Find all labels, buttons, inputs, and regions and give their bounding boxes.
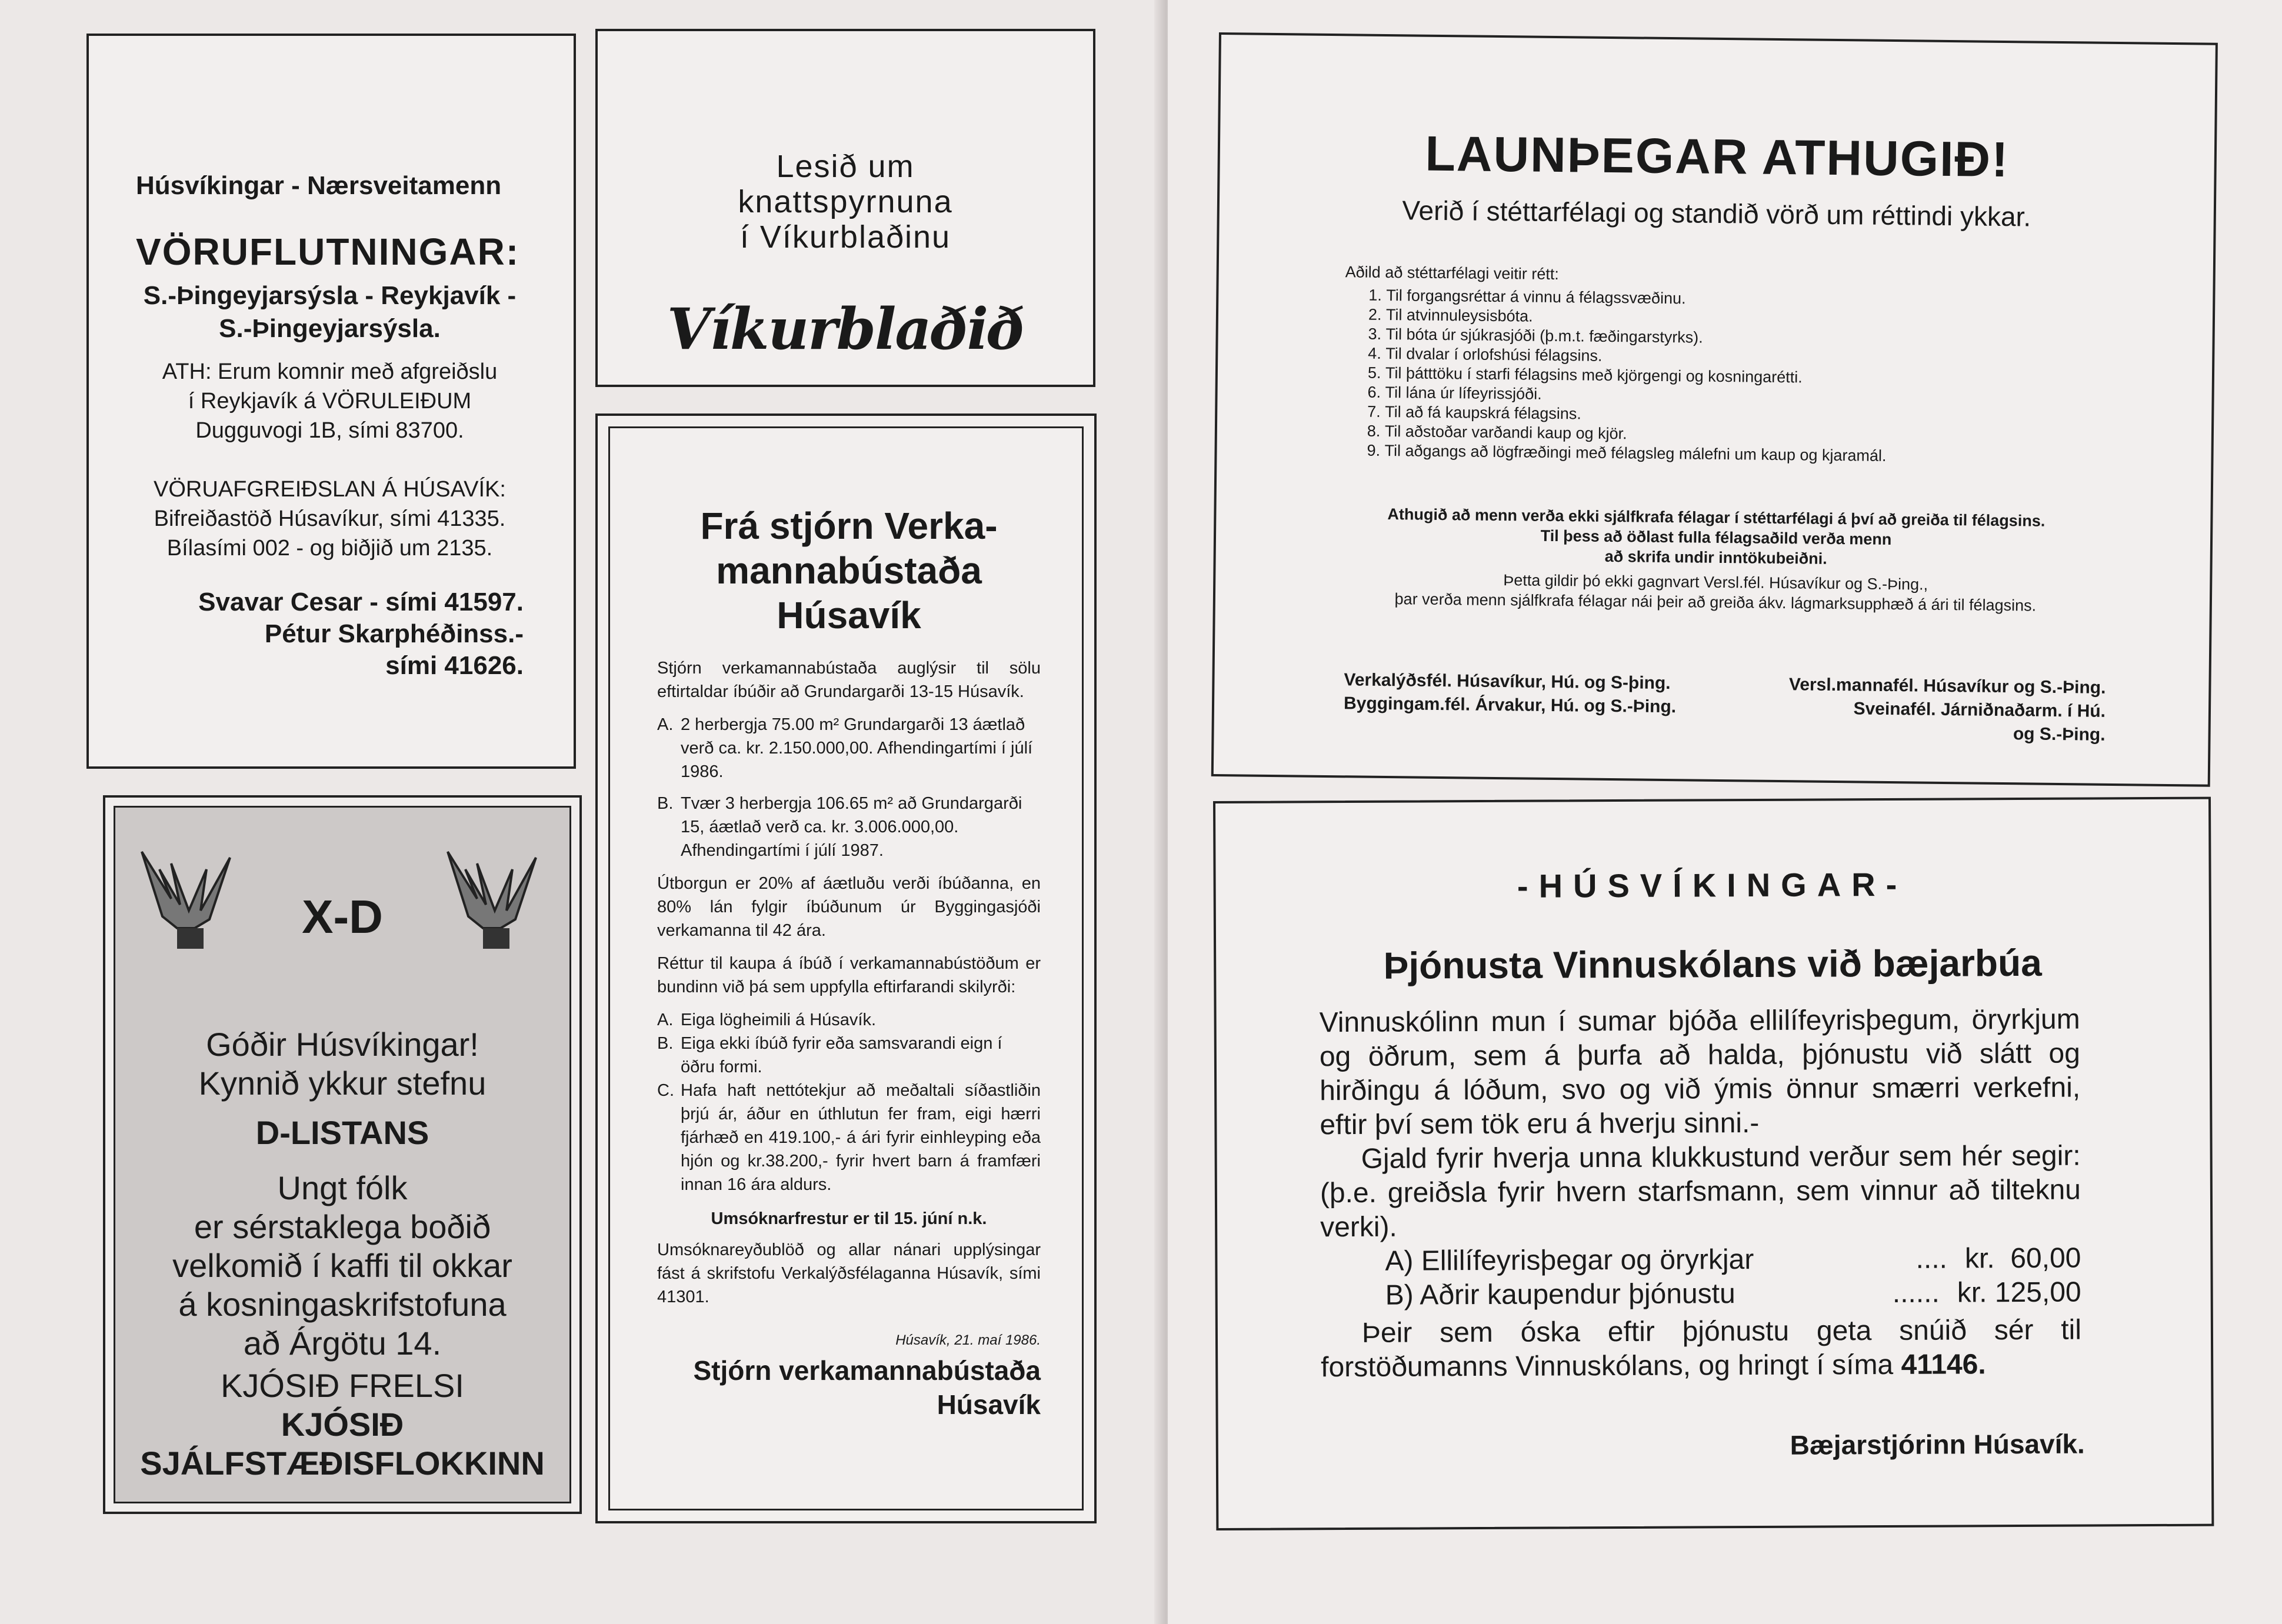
route-text [136, 279, 524, 345]
xd-line: Ungt fólk [277, 1169, 408, 1206]
verka-inner-frame [608, 426, 1084, 1510]
list-item [657, 792, 1041, 862]
contact-line: sími 41626. [385, 651, 524, 680]
apartment-list [657, 713, 1041, 862]
list-item [657, 1008, 1041, 1032]
vinnu-paragraph: Gjald fyrir hverja unna klukkustund verður sem hér segir: (þ.e. greiðsla fyrir hvern starfsmann, sem vinnur að tilteknu verki). [1320, 1140, 2081, 1243]
husavik-text [136, 475, 524, 563]
laun-title: LAUNÞEGAR ATHUGIÐ! [1425, 125, 2010, 188]
vinnu-body [1320, 1003, 2082, 1385]
union-name: Versl.mannafél. Húsavíkur og S.-Þing. [1788, 675, 2106, 698]
verka-forms: Umsóknareyðublöð og allar nánari upplýsingar fást á skrifstofu Verkalýðsfélaganna Húsavík, sími 41301. [657, 1240, 1041, 1306]
verka-intro: Stjórn verkamannabústaða auglýsir til sölu eftirtaldar íbúðir að Grundargarði 13-15 Húsavík. [657, 659, 1041, 701]
price-row [1320, 1242, 2081, 1279]
item-key: A. [657, 1011, 674, 1029]
contacts [136, 586, 524, 682]
list-item: 4. Til dvalar í orlofshúsi félagsins. [1385, 344, 2118, 371]
contact-line: Pétur Skarphéðinss.- [264, 619, 524, 648]
verka-signature [657, 1353, 1041, 1422]
husavik-line: VÖRUAFGREIÐSLAN Á HÚSAVÍK: [154, 477, 506, 502]
unions-left [1344, 668, 1677, 719]
vinnu-title: Þjónusta Vinnuskólans við bæjarbúa [1383, 941, 2042, 987]
xd-line: KJÓSIÐ [281, 1406, 404, 1443]
verka-date: Húsavík, 21. maí 1986. [895, 1332, 1041, 1348]
ath-line: í Reykjavík á VÖRULEIÐUM [188, 389, 472, 413]
note-line: Athugið að menn verða ekki sjálfkrafa félagar í stéttarfélagi á því að greiða til félagsins. [1387, 505, 2046, 530]
lesid-line: knattspyrnuna [738, 184, 953, 219]
xd-line: Góðir Húsvíkingar! [206, 1026, 479, 1063]
vinnu-signature: Bæjarstjórinn Húsavík. [1790, 1428, 2085, 1460]
union-name: Sveinafél. Járniðnaðarm. í Hú. [1853, 699, 2106, 721]
eagle-icon [442, 846, 542, 958]
xd-line: velkomið í kaffi til okkar [172, 1247, 512, 1284]
laun-note [1304, 503, 2128, 617]
ath-text [136, 357, 524, 445]
item-key: B. [657, 1034, 674, 1053]
item-text: Tvær 3 herbergja 106.65 m² að Grundargarði 15, áætlað verð ca. kr. 3.006.000,00. Afhendingartími í júlí 1987. [681, 794, 1022, 860]
ath-line: ATH: Erum komnir með afgreiðslu [162, 359, 498, 384]
ad-title: VÖRUFLUTNINGAR: [136, 231, 520, 273]
route-line: S.-Þingeyjarsýsla. [219, 314, 441, 343]
husavik-line: Bílasími 002 - og biðjið um 2135. [166, 536, 493, 561]
note-line: þar verða menn sjálfkrafa félagar nái þeir að greiða ákv. lágmarksupphæð á ári til félagsins. [1394, 590, 2037, 615]
lesid-line: Lesið um [776, 149, 915, 184]
item-key: A. [657, 715, 674, 734]
price-row [1321, 1276, 2081, 1313]
xd-line: KJÓSIÐ FRELSI [221, 1367, 464, 1404]
xd-line: SJÁLFSTÆÐISFLOKKINN [140, 1445, 545, 1482]
verka-payment: Útborgun er 20% af áætluðu verði íbúðanna, en 80% lán fylgir íbúðunum úr Byggingasjóði verkamanna til 42 ára. [657, 874, 1041, 940]
verka-rights: Réttur til kaupa á íbúð í verkamannabústöðum er bundinn við þá sem uppfylla eftirfarandi skilyrði: [657, 954, 1041, 996]
item-text: Eiga ekki íbúð fyrir eða samsvarandi eign í öðru formi. [681, 1034, 1002, 1076]
vinnu-header: -HÚSVÍKINGAR- [1517, 865, 1908, 905]
ad-heading: Húsvíkingar - Nærsveitamenn [136, 171, 502, 200]
list-item: 9. Til aðgangs að lögfræðingi með félagsleg málefni um kaup og kjaramál. [1384, 441, 2117, 468]
ath-line: Dugguvogi 1B, sími 83700. [195, 418, 464, 443]
vikurbladid-logo: Víkurblaðið [667, 296, 1024, 362]
list-item [657, 713, 1041, 783]
list-item [657, 1079, 1041, 1196]
union-name: Byggingam.fél. Árvakur, Hú. og S.-Þing. [1343, 693, 1677, 717]
signature-line: Stjórn verkamannabústaða [693, 1355, 1041, 1386]
list-item: 8. Til aðstoðar varðandi kaup og kjör. [1385, 422, 2117, 449]
laun-subtitle: Verið í stéttarfélagi og standið vörð um réttindi ykkar. [1402, 195, 2031, 232]
price-label: B) Aðrir kaupendur þjónustu [1385, 1278, 1735, 1311]
item-key: C. [657, 1081, 674, 1100]
xd-line: á kosningaskrifstofuna [178, 1286, 507, 1323]
paragraph-text: Þeir sem óska eftir þjónustu geta snúið sér til forstöðumanns Vinnuskólans, og hringt í síma [1321, 1314, 2082, 1383]
husavik-line: Bifreiðastöð Húsavíkur, sími 41335. [154, 506, 506, 531]
list-item: 7. Til að fá kaupskrá félagsins. [1385, 402, 2117, 429]
item-text: 2 herbergja 75.00 m² Grundargarði 13 áætlað verð ca. kr. 2.150.000,00. Afhendingartími í júlí 1986. [681, 715, 1033, 781]
item-text: Hafa haft nettótekjur að meðaltali síðastliðin þrjú ár, áður en úthlutun fer fram, eigi hærri fjárhæð en 419.100,- á ári fyrir einhleyping eða hjón og kr.38.200,- fyrir hvert barn á framfæri innan 16 ára aldurs. [681, 1081, 1041, 1194]
xd-line: að Árgötu 14. [243, 1325, 442, 1362]
rights-section [1343, 262, 2118, 468]
signature-line: Húsavík [937, 1389, 1041, 1420]
list-item: 6. Til lána úr lífeyrissjóði. [1385, 383, 2117, 410]
lesid-line: í Víkurblaðinu [739, 219, 951, 255]
xd-title: X-D [302, 891, 383, 943]
rights-intro: Aðild að stéttarfélagi veitir rétt: [1345, 263, 1560, 284]
vinnu-paragraph [1321, 1313, 2081, 1385]
rights-list [1343, 285, 2118, 468]
condition-list [657, 1008, 1041, 1196]
note-line: Þetta gildir þó ekki gagnvart Versl.fél. Húsavíkur og S.-Þing., [1503, 571, 1928, 593]
price-dots: ...... [1892, 1277, 1940, 1309]
list-item: 1. Til forgangsréttar á vinnu á félagssvæðinu. [1386, 286, 2118, 313]
list-item: 5. Til þátttöku í starfi félagsins með kjörgengi og kosningarétti. [1385, 364, 2118, 391]
contact-line: Svavar Cesar - sími 41597. [198, 588, 524, 616]
xd-line: er sérstaklega boðið [194, 1208, 491, 1245]
ad-voruflutningar [86, 34, 576, 769]
phone-number: 41146. [1901, 1349, 1986, 1380]
vinnu-paragraph: Vinnuskólinn mun í sumar bjóða ellilífeyrisþegum, öryrkjum og öðrum, sem á þurfa að halda, þjónustu við slátt og hirðingu á lóðum, svo og við ýmis önnur smærri verkefni, eftir því sem tök eru á hverju sinni.- [1319, 1003, 2081, 1141]
price-value: kr. 125,00 [1957, 1276, 2081, 1309]
ad-verkamannabustadir [595, 413, 1097, 1523]
xd-body [115, 1025, 569, 1483]
price-label: A) Ellilífeyrisþegar og öryrkjar [1385, 1243, 1754, 1277]
verka-content [657, 503, 1041, 1422]
route-line: S.-Þingeyjarsýsla - Reykjavík - [143, 281, 517, 310]
lesid-text [598, 149, 1093, 255]
xd-inner-frame [114, 806, 571, 1503]
unions-right [1788, 673, 2106, 747]
note-line: Til þess að öðlast fulla félagsaðild verða menn [1540, 526, 1892, 549]
item-text: Eiga lögheimili á Húsavík. [681, 1011, 877, 1029]
item-key: B. [657, 794, 674, 813]
union-name: og S.-Þing. [2013, 724, 2106, 745]
ad-launthegar [1211, 32, 2218, 787]
ad-vinnuskolinn [1213, 797, 2214, 1530]
list-item: 2. Til atvinnuleysisbóta. [1386, 305, 2118, 332]
verka-title: Frá stjórn Verka-mannabústaða Húsavík [700, 505, 998, 636]
list-item: 3. Til bóta úr sjúkrasjóði (þ.m.t. fæðingarstyrks). [1385, 325, 2118, 352]
ad-vikurbladid [595, 29, 1095, 387]
note-line: að skrifa undir inntökubeiðni. [1604, 547, 1827, 568]
price-value: kr. 60,00 [1964, 1242, 2081, 1275]
ad-xd [103, 795, 582, 1514]
xd-line: Kynnið ykkur stefnu [198, 1065, 487, 1102]
list-item [657, 1032, 1041, 1079]
xd-line: D-LISTANS [255, 1114, 429, 1151]
verka-deadline: Umsóknarfrestur er til 15. júní n.k. [711, 1209, 987, 1228]
union-name: Verkalýðsfél. Húsavíkur, Hú. og S-þing. [1344, 670, 1671, 693]
price-dots: .... [1915, 1243, 1948, 1275]
